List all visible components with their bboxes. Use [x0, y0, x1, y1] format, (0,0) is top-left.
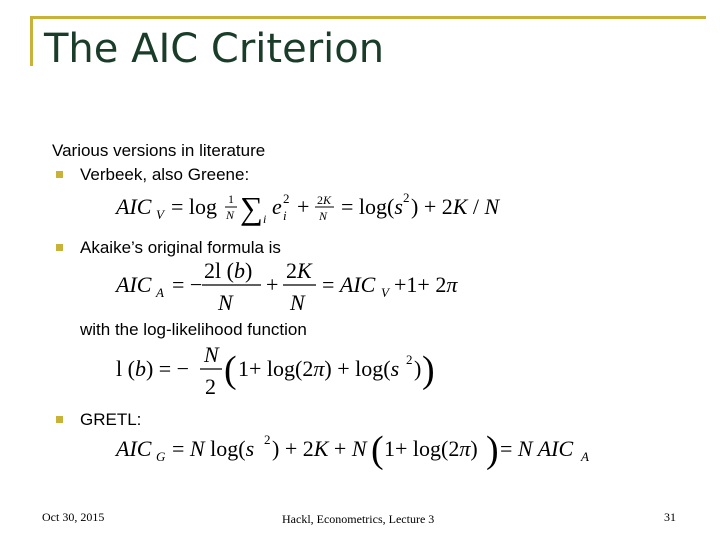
- bullet-marker-icon: [56, 416, 63, 423]
- svg-text:1+ log(2π): 1+ log(2π): [384, 436, 478, 461]
- svg-text:1: 1: [228, 192, 234, 206]
- formula-aic-a: [116, 256, 456, 316]
- bullet-akaike: Akaike’s original formula is: [80, 238, 281, 257]
- svg-text:N: N: [226, 208, 235, 222]
- formula-aic-v: [116, 186, 536, 228]
- svg-text:AIC: AIC: [116, 436, 152, 461]
- svg-text:+1+ 2π: +1+ 2π: [394, 272, 458, 297]
- svg-text:1+ log(2π) + log(s: 1+ log(2π) + log(s: [238, 356, 400, 381]
- svg-text:i: i: [283, 208, 287, 223]
- footer-title: Hackl, Econometrics, Lecture 3: [282, 512, 435, 526]
- svg-text:∑: ∑: [240, 190, 263, 226]
- svg-text:N: N: [319, 209, 328, 223]
- svg-text:V: V: [156, 207, 164, 222]
- footer-date: Oct 30, 2015: [42, 510, 105, 524]
- svg-text:= −: = −: [172, 272, 203, 297]
- svg-text:2: 2: [205, 374, 216, 399]
- svg-text:A: A: [156, 285, 164, 300]
- svg-text:N: N: [204, 342, 219, 367]
- svg-text:= AIC: = AIC: [322, 272, 376, 297]
- svg-text:e: e: [272, 194, 282, 219]
- svg-text:2: 2: [406, 352, 413, 367]
- svg-text:): ): [414, 356, 422, 381]
- svg-text:A: A: [581, 449, 589, 464]
- svg-text:2K: 2K: [286, 258, 312, 283]
- svg-text:) + 2K / N: ) + 2K / N: [411, 194, 500, 219]
- slide-title: The AIC Criterion: [44, 26, 385, 72]
- svg-text:i: i: [263, 212, 267, 226]
- intro-text: Various versions in literature: [52, 141, 266, 160]
- svg-text:(: (: [224, 349, 237, 391]
- svg-text:l (b) = −: l (b) = −: [116, 356, 190, 381]
- svg-text:V: V: [381, 285, 389, 300]
- svg-text:= N log(s: = N log(s: [172, 436, 255, 461]
- bullet-marker-icon: [56, 244, 63, 251]
- svg-text:): ): [422, 349, 435, 391]
- loglik-note: with the log-likelihood function: [80, 320, 307, 339]
- svg-text:) + 2K + N: ) + 2K + N: [272, 436, 367, 461]
- svg-text:+: +: [266, 272, 279, 297]
- formula-loglik: [116, 340, 456, 400]
- svg-text:+: +: [297, 194, 310, 219]
- svg-text:AIC: AIC: [116, 272, 152, 297]
- bullet-marker-icon: [56, 171, 63, 178]
- formula-aic-g: [116, 426, 596, 470]
- svg-text:N: N: [218, 290, 233, 315]
- page-number: 31: [664, 510, 676, 524]
- svg-text:= log: = log: [171, 194, 218, 219]
- svg-text:2l (b): 2l (b): [204, 258, 253, 283]
- svg-text:N: N: [290, 290, 305, 315]
- svg-text:(: (: [371, 429, 384, 471]
- svg-text:): ): [486, 429, 499, 471]
- svg-text:2K: 2K: [317, 193, 332, 207]
- svg-text:2: 2: [283, 191, 290, 206]
- svg-text:2: 2: [264, 432, 271, 447]
- svg-text:= N AIC: = N AIC: [500, 436, 574, 461]
- svg-text:2: 2: [403, 190, 410, 205]
- bullet-verbeek: Verbeek, also Greene:: [80, 165, 250, 184]
- title-frame-left-line: [30, 16, 33, 66]
- svg-text:AIC: AIC: [116, 194, 152, 219]
- bullet-gretl: GRETL:: [80, 410, 142, 429]
- title-frame-top-line: [30, 16, 706, 19]
- svg-text:= log(s: = log(s: [341, 194, 403, 219]
- svg-text:G: G: [156, 449, 166, 464]
